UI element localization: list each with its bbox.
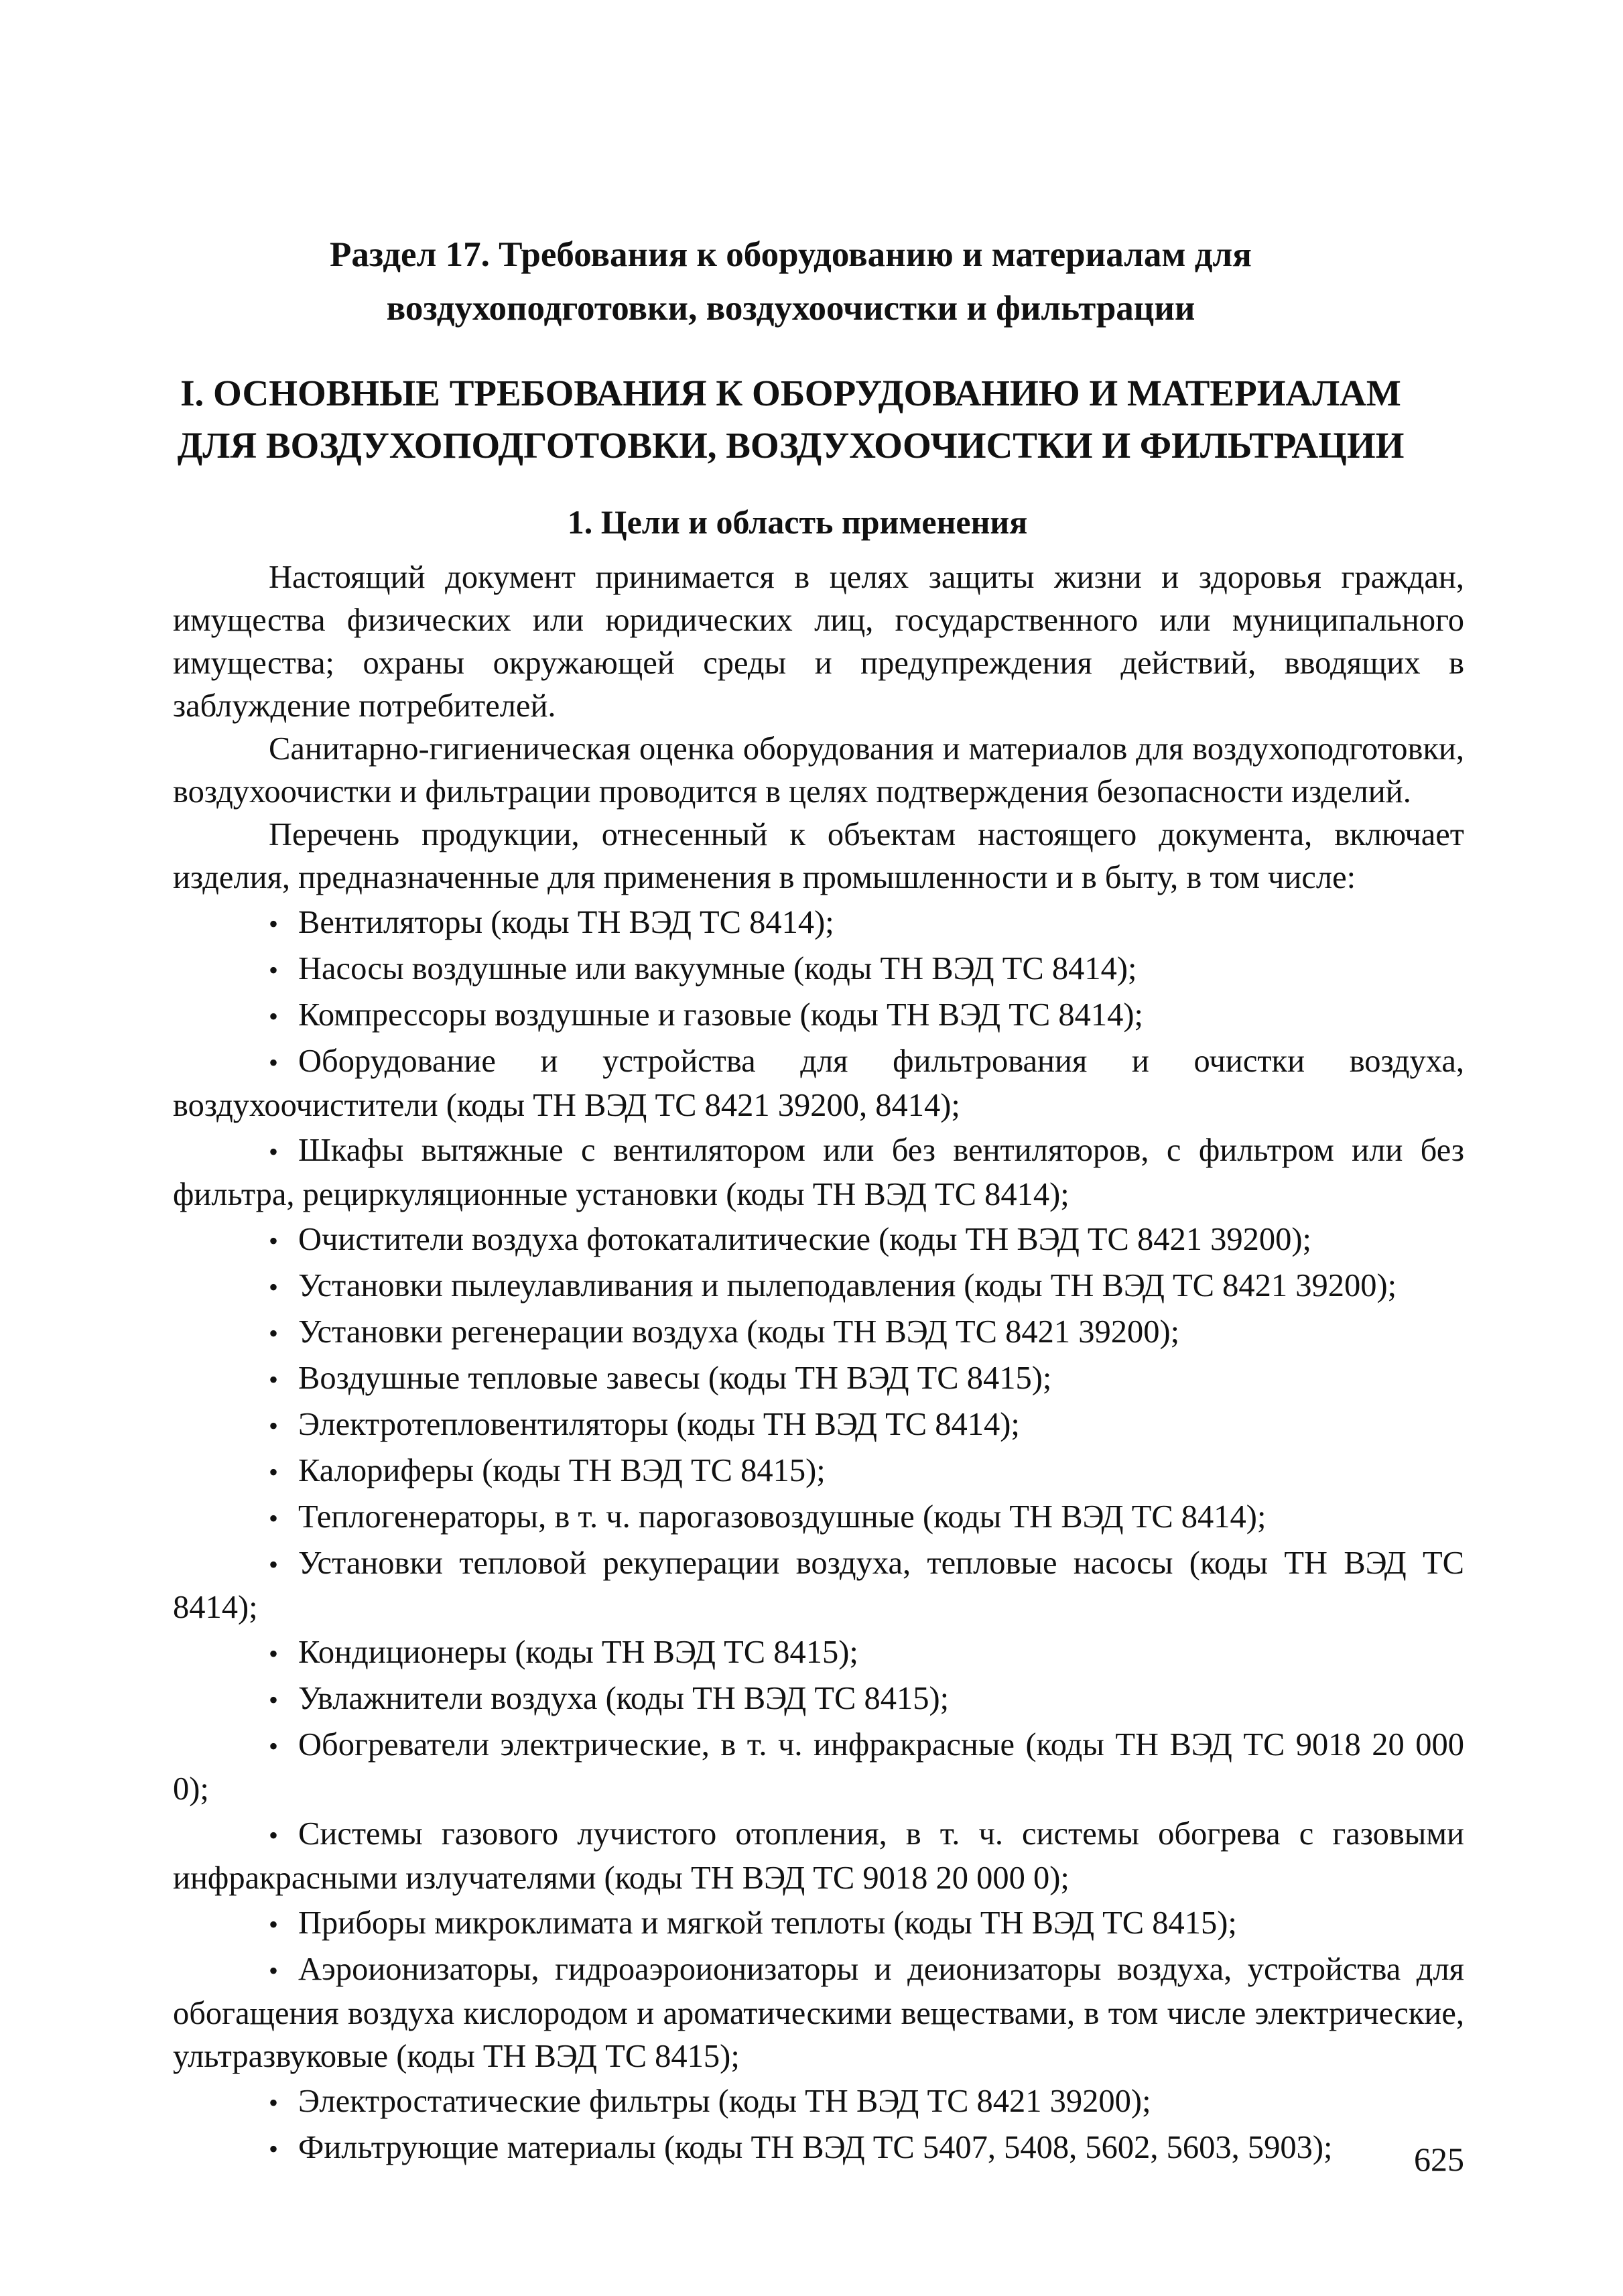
list-item-text: Обогреватели электрические, в т. ч. инфракрасные (коды ТН ВЭД ТС 9018 20 000 0); bbox=[173, 1727, 1464, 1807]
list-item-text: Теплогенераторы, в т. ч. парогазовоздушные (коды ТН ВЭД ТС 8414); bbox=[298, 1499, 1267, 1535]
part-title bbox=[141, 367, 1441, 472]
paragraph: Настоящий документ принимается в целях защиты жизни и здоровья граждан, имущества физических или юридических лиц, государственного или муниципального имущества; охраны окружающей среды и предупреждения действий, вводящих в заблуждение потребителей. bbox=[173, 560, 1464, 724]
bullet-icon: • bbox=[269, 1956, 279, 1986]
bullet-icon: • bbox=[269, 1411, 279, 1441]
list-item bbox=[173, 1724, 1464, 1811]
list-item bbox=[173, 1357, 1464, 1401]
list-item bbox=[173, 1813, 1464, 1900]
list-item bbox=[173, 1450, 1464, 1494]
list-item-text: Очистители воздуха фотокаталитические (коды ТН ВЭД ТС 8421 39200); bbox=[298, 1222, 1312, 1257]
section-title-line-2: воздухоподготовки, воздухоочистки и фильтрации bbox=[386, 289, 1195, 328]
page-number: 625 bbox=[1414, 2141, 1464, 2178]
bullet-icon: • bbox=[269, 1457, 279, 1487]
bullet-icon: • bbox=[269, 1503, 279, 1533]
list-item bbox=[173, 1902, 1464, 1946]
list-item bbox=[173, 1631, 1464, 1675]
section-title bbox=[161, 228, 1421, 335]
list-item bbox=[173, 1129, 1464, 1216]
list-item bbox=[173, 1311, 1464, 1355]
list-item-text: Увлажнители воздуха (коды ТН ВЭД ТС 8415); bbox=[298, 1681, 950, 1716]
paragraph: Перечень продукции, отнесенный к объектам настоящего документа, включает изделия, предназначенные для применения в промышленности и в быту, в том числе: bbox=[173, 817, 1464, 895]
list-item-text: Электростатические фильтры (коды ТН ВЭД ТС 8421 39200); bbox=[298, 2084, 1151, 2119]
list-item-text: Установки пылеулавливания и пылеподавления (коды ТН ВЭД ТС 8421 39200); bbox=[298, 1268, 1397, 1303]
part-title-line-1: I. ОСНОВНЫЕ ТРЕБОВАНИЯ К ОБОРУДОВАНИЮ И МАТЕРИАЛАМ bbox=[180, 373, 1401, 413]
list-item bbox=[173, 1403, 1464, 1448]
bullet-icon: • bbox=[269, 1318, 279, 1348]
bullet-icon: • bbox=[269, 1047, 279, 1078]
list-item-text: Насосы воздушные или вакуумные (коды ТН ВЭД ТС 8414); bbox=[298, 951, 1137, 986]
bullet-icon: • bbox=[269, 1137, 279, 1167]
list-item-text: Кондиционеры (коды ТН ВЭД ТС 8415); bbox=[298, 1635, 858, 1670]
bullet-icon: • bbox=[269, 2134, 279, 2164]
bullet-icon: • bbox=[269, 1909, 279, 1939]
part-title-line-2: ДЛЯ ВОЗДУХОПОДГОТОВКИ, ВОЗДУХООЧИСТКИ И ФИЛЬТРАЦИИ bbox=[177, 425, 1405, 466]
bullet-icon: • bbox=[269, 1685, 279, 1715]
list-item bbox=[173, 2126, 1464, 2171]
list-item bbox=[173, 1948, 1464, 2078]
body-text bbox=[173, 556, 1464, 2171]
bullet-icon: • bbox=[269, 1272, 279, 1302]
list-item-text: Электротепловентиляторы (коды ТН ВЭД ТС 8414); bbox=[298, 1407, 1020, 1442]
list-item-text: Вентиляторы (коды ТН ВЭД ТС 8414); bbox=[298, 905, 834, 940]
list-item-text: Системы газового лучистого отопления, в т. ч. системы обогрева с газовыми инфракрасными излучателями (коды ТН ВЭД ТС 9018 20 000 0); bbox=[173, 1816, 1464, 1896]
bullet-icon: • bbox=[269, 2088, 279, 2118]
list-item bbox=[173, 1542, 1464, 1629]
list-item bbox=[173, 948, 1464, 992]
list-item bbox=[173, 1218, 1464, 1263]
list-item-text: Установки регенерации воздуха (коды ТН ВЭД ТС 8421 39200); bbox=[298, 1314, 1180, 1350]
list-item-text: Фильтрующие материалы (коды ТН ВЭД ТС 5407, 5408, 5602, 5603, 5903); bbox=[298, 2130, 1333, 2165]
product-list bbox=[173, 901, 1464, 2171]
list-item-text: Компрессоры воздушные и газовые (коды ТН ВЭД ТС 8414); bbox=[298, 997, 1143, 1033]
bullet-icon: • bbox=[269, 1639, 279, 1669]
list-item-text: Приборы микроклимата и мягкой теплоты (коды ТН ВЭД ТС 8415); bbox=[298, 1905, 1237, 1941]
list-item-text: Воздушные тепловые завесы (коды ТН ВЭД ТС 8415); bbox=[298, 1360, 1052, 1396]
paragraph: Санитарно-гигиеническая оценка оборудования и материалов для воздухоподготовки, воздухоочистки и фильтрации проводится в целях подтверждения безопасности изделий. bbox=[173, 731, 1464, 810]
list-item bbox=[173, 1265, 1464, 1309]
chapter-heading: 1. Цели и область применения bbox=[567, 503, 1028, 541]
bullet-icon: • bbox=[269, 1820, 279, 1850]
list-item-text: Оборудование и устройства для фильтрования и очистки воздуха, воздухоочистители (коды ТН ВЭД ТС 8421 39200, 8414); bbox=[173, 1043, 1464, 1123]
list-item-text: Установки тепловой рекуперации воздуха, тепловые насосы (коды ТН ВЭД ТС 8414); bbox=[173, 1545, 1464, 1625]
bullet-icon: • bbox=[269, 1226, 279, 1256]
list-item bbox=[173, 1677, 1464, 1722]
list-item bbox=[173, 1496, 1464, 1540]
bullet-icon: • bbox=[269, 1364, 279, 1395]
bullet-icon: • bbox=[269, 1001, 279, 1031]
list-item bbox=[173, 1040, 1464, 1127]
section-title-line-1: Раздел 17. Требования к оборудованию и материалам для bbox=[330, 235, 1252, 274]
bullet-icon: • bbox=[269, 1731, 279, 1761]
bullet-icon: • bbox=[269, 955, 279, 985]
bullet-icon: • bbox=[269, 909, 279, 939]
list-item-text: Шкафы вытяжные с вентилятором или без вентиляторов, с фильтром или без фильтра, рециркуляционные установки (коды ТН ВЭД ТС 8414); bbox=[173, 1133, 1464, 1212]
list-item bbox=[173, 2080, 1464, 2124]
list-item-text: Калориферы (коды ТН ВЭД ТС 8415); bbox=[298, 1453, 826, 1488]
list-item bbox=[173, 901, 1464, 946]
list-item-text: Аэроионизаторы, гидроаэроионизаторы и деионизаторы воздуха, устройства для обогащения воздуха кислородом и ароматическими веществами, в том числе электрические, ультразвуковые (коды ТН ВЭД ТС 8415); bbox=[173, 1952, 1464, 2074]
list-item bbox=[173, 994, 1464, 1038]
bullet-icon: • bbox=[269, 1549, 279, 1580]
